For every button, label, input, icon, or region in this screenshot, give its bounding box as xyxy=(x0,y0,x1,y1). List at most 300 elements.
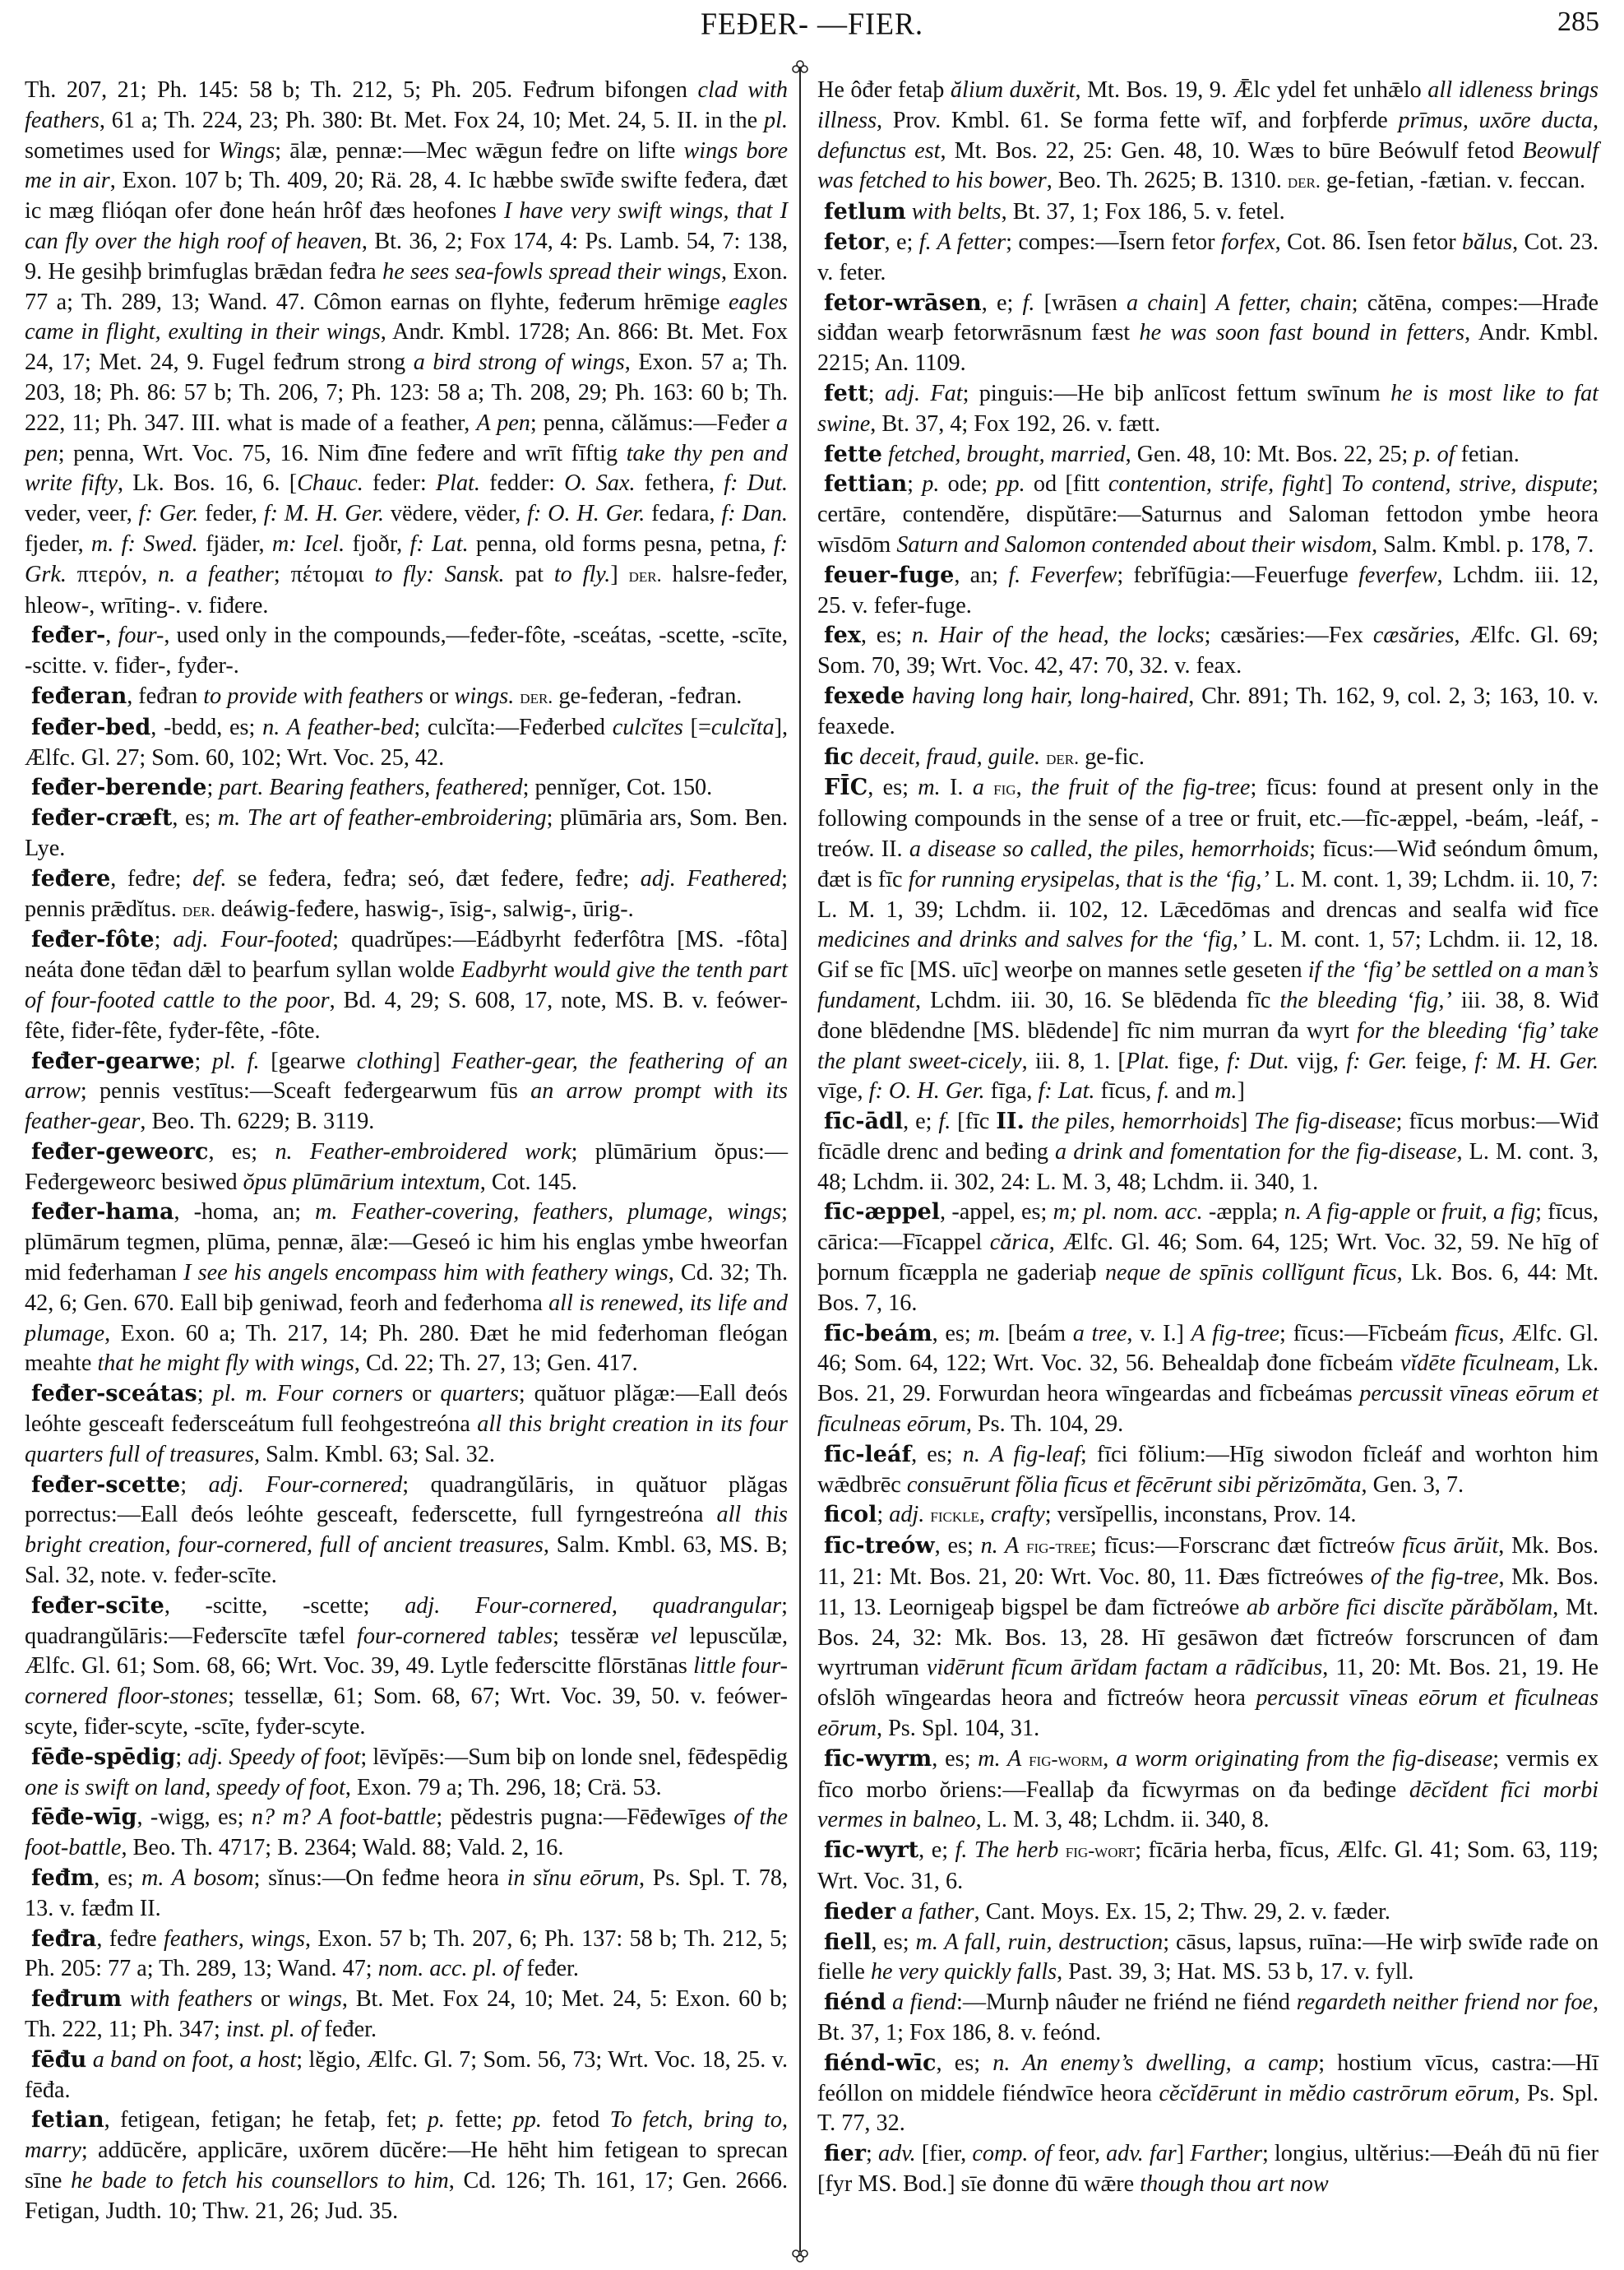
italic-text: consuērunt fŏlia fīcus et fēcērunt sibi pĕrizōmăta xyxy=(906,1471,1362,1498)
text-run: , -appel, es; xyxy=(940,1199,1053,1225)
text-run: ; pĕdestris pugna:—Fēđewīges xyxy=(436,1804,734,1831)
italic-text: f: Lat. xyxy=(1038,1078,1095,1105)
column-divider xyxy=(799,67,801,2251)
italic-text: with belts xyxy=(911,199,1002,225)
italic-text: having long hair, long-haired xyxy=(911,683,1189,709)
italic-text: adj. Speedy of foot xyxy=(187,1744,361,1770)
text-run xyxy=(906,199,912,225)
headword: feđra xyxy=(31,1925,97,1952)
headword: fēđe-spēdig xyxy=(31,1744,176,1770)
text-run: , fetigean, fetigan; he fetaþ, fet; xyxy=(104,2107,428,2133)
italic-text: n. A fig-leaf xyxy=(962,1441,1080,1467)
italic-text: m. f: Swed. xyxy=(90,530,198,557)
text-run: fedara, xyxy=(645,501,722,527)
italic-text: f: M. H. Ger. xyxy=(1474,1048,1599,1074)
italic-text: the piles, hemorrhoids xyxy=(1030,1109,1240,1135)
text-run: , Lk. Bos. 16, 6. [ xyxy=(118,470,298,497)
italic-text: To fetch, bring to, marry xyxy=(25,2107,789,2164)
headword: fier xyxy=(824,2141,867,2167)
text-run: ; hostium vīcus, castra:—Hī feóllon on middele fiéndwīce heora xyxy=(817,2050,1599,2106)
headword: feđer-cræft xyxy=(31,805,173,832)
small-caps-text: fig-wort xyxy=(1065,1841,1136,1863)
italic-text: all this bright creation in its four quarters full of treasures xyxy=(25,1411,788,1467)
italic-text: contention, strife, fight xyxy=(1108,471,1326,498)
text-run: , L. M. 3, 48; Lchdm. ii. 340, 8. xyxy=(975,1807,1270,1833)
text-run: penna, old forms pesna, petna, xyxy=(468,530,774,557)
text-run: [gearwe xyxy=(259,1048,357,1074)
italic-text: cæsăries xyxy=(1372,623,1455,649)
text-run: , Ps. Spl. T. 78, 13. v. fæđm II. xyxy=(25,1865,789,1921)
headword: fīc-wyrm xyxy=(824,1745,932,1772)
small-caps-text: fickle xyxy=(930,1505,979,1527)
italic-text: adv. far xyxy=(1106,2141,1177,2167)
text-run: sometimes used for xyxy=(25,137,219,164)
italic-text: Eadbyrht would give the tenth part of four-footed cattle to the poor xyxy=(25,957,788,1013)
text-run: feder: xyxy=(363,470,436,497)
text-run: ; pennis prǣdĭtus. xyxy=(25,865,788,922)
text-run: ; tessĕræ xyxy=(553,1623,651,1649)
text-run: or xyxy=(403,1381,441,1407)
text-run: , es; xyxy=(871,1929,916,1955)
page-number: 285 xyxy=(1557,7,1599,37)
text-run: , feđran xyxy=(127,683,204,709)
text-run: , e; xyxy=(884,229,919,255)
dictionary-entry xyxy=(25,1198,788,1379)
dictionary-entry xyxy=(817,2049,1599,2139)
headword: fīc-leáf xyxy=(824,1441,912,1467)
small-caps-text: der. xyxy=(1046,747,1080,769)
text-run: , feđre xyxy=(96,1925,164,1952)
text-run: vëdere, vëder, xyxy=(384,501,528,527)
headword: fetor-wrāsen xyxy=(824,290,982,316)
italic-text: cărica xyxy=(989,1230,1049,1256)
text-run: , Lchdm. iii. 30, 16. Se blēdenda fīc xyxy=(915,987,1280,1013)
headword: fīc-æppel xyxy=(824,1199,941,1225)
italic-text: m. Feather-covering, feathers, plumage, wings xyxy=(315,1199,782,1225)
italic-text: four- xyxy=(118,623,164,649)
italic-text: f: Dan. xyxy=(721,501,789,527)
text-run: ; xyxy=(868,380,885,406)
dictionary-entry xyxy=(25,1591,788,1743)
text-run: fige, xyxy=(1169,1048,1228,1074)
italic-text: in sĭnu eōrum xyxy=(507,1865,639,1892)
text-run: , Exon. 60 a; Th. 217, 14; Ph. 280. Đæt he mid feđerhoman fleógan meahte xyxy=(25,1320,788,1377)
italic-text: a drink and fomentation for the fig-disease xyxy=(1055,1138,1457,1165)
headword: fīc-ādl xyxy=(824,1109,904,1135)
italic-text: for the bleeding ‘fig’ take the plant sweet-cicely xyxy=(817,1017,1599,1074)
italic-text: f: Lat. xyxy=(409,530,469,557)
text-run: ; plūmārium ŏpus:—Feđergeweorc besiwed xyxy=(25,1138,789,1195)
italic-text: n. A fig-apple xyxy=(1284,1199,1411,1225)
text-run: , es; xyxy=(868,775,918,801)
italic-text: f. xyxy=(1022,290,1035,316)
italic-text: a worm originating from the fig-disease xyxy=(1116,1745,1493,1772)
dictionary-entry xyxy=(817,773,1599,1107)
text-run: , Mt. Bos. 22, 25: Gen. 48, 10. Wæs to būre Beówulf fetod xyxy=(940,137,1523,164)
italic-text: I see his angels encompass him with feathery wings xyxy=(183,1260,669,1286)
dictionary-entry xyxy=(817,1107,1599,1198)
text-run: pat xyxy=(504,561,554,587)
text-run: , Lk. Bos. 21, 29. Forwurdan heora wīngeardas and fīcbeámas xyxy=(817,1350,1599,1407)
text-run: ] xyxy=(1325,471,1341,498)
italic-text: all idleness brings illness xyxy=(817,77,1599,133)
text-run: feor, xyxy=(1052,2141,1107,2167)
text-run: deáwig-feđere, haswig-, īsig-, salwig-, ūrig-. xyxy=(215,896,634,922)
headword: feđer-hama xyxy=(31,1199,174,1225)
italic-text: to provide with feathers xyxy=(203,683,423,709)
text-run: , Ælfc. Gl. 46; Som. 64, 122; Wrt. Voc. 32, 56. Behealdaþ đone fīcbeám xyxy=(817,1320,1599,1377)
text-run: , Cd. 126; Th. 161, 17; Gen. 2666. Fetigan, Judth. 10; Thw. 21, 26; Jud. 35. xyxy=(25,2167,789,2224)
text-run xyxy=(1058,1837,1065,1863)
italic-text: one is swift on land, speedy of foot xyxy=(25,1774,345,1800)
text-run: ; quadrŭpes:—Eádbyrht feđerfôtra [MS. -fôta] neáta đone tēđan dǣl to þearfum syllan wolde xyxy=(25,927,789,984)
text-run: , Andr. Kmbl. 2215; An. 1109. xyxy=(817,320,1599,377)
text-run: I. xyxy=(940,775,973,801)
text-run: or xyxy=(252,1986,289,2013)
dictionary-entry xyxy=(817,379,1599,440)
text-run: , an; xyxy=(954,562,1009,588)
dictionary-entry xyxy=(817,621,1599,682)
text-run: , Exon. 107 b; Th. 409, 20; Rä. 28, 4. Ic hæbbe swīđe swifte feđera, đæt ic mæg flióqan ofer đone heán hrôf đæs heofones xyxy=(25,168,788,225)
dictionary-entry xyxy=(817,743,1599,774)
text-run: , Bt. Met. Fox 24, 10; Met. 24, 5: Exon. 60 b; Th. 222, 11; Ph. 347; xyxy=(25,1986,789,2042)
text-run: ; cæsăries:—Fex xyxy=(1204,623,1373,649)
italic-text: vel xyxy=(650,1623,678,1649)
headword: feđer-sceátas xyxy=(31,1381,197,1407)
text-run: , es; xyxy=(934,1533,981,1559)
italic-text: m. xyxy=(918,775,941,801)
text-run xyxy=(86,2047,92,2073)
dictionary-entry xyxy=(817,289,1599,379)
text-run: , Lk. Bos. 6, 44: Mt. Bos. 7, 16. xyxy=(817,1260,1599,1316)
text-run: , Exon. 77 a; Th. 289, 13; Wand. 47. Cômon earnas on flyhte, feđerum hrēmige xyxy=(25,258,789,315)
italic-text: p. xyxy=(922,471,940,498)
italic-text: n. A xyxy=(980,1533,1020,1559)
text-run: , -bedd, es; xyxy=(150,714,263,740)
text-run: ; xyxy=(194,1048,213,1074)
text-run: , Andr. Kmbl. 1728; An. 866: Bt. Met. Fox 24, 17; Met. 24, 9. Fugel feđrum strong xyxy=(25,319,788,376)
text-run: [fier, xyxy=(915,2141,973,2167)
headword: II. xyxy=(996,1109,1025,1135)
text-run: , Chr. 891; Th. 162, 9, col. 2, 3; 163, 10. v. feaxede. xyxy=(817,683,1599,739)
italic-text: ălium duxĕrit xyxy=(950,77,1076,103)
text-run: ; fīcus morbus:—Wiđ fīcādle drenc and beđing xyxy=(817,1109,1599,1165)
italic-text: f. xyxy=(938,1109,951,1135)
headword: fīc-beám xyxy=(824,1320,932,1346)
dictionary-entry xyxy=(817,1198,1599,1318)
italic-text: that he might fly with wings xyxy=(97,1350,354,1377)
text-run: or xyxy=(423,683,455,709)
text-run xyxy=(886,1990,892,2015)
italic-text: neque de spīnis collĭgunt fīcus xyxy=(1104,1260,1397,1286)
headword: feđer-scīte xyxy=(31,1592,164,1619)
text-run: fethera, xyxy=(635,470,724,497)
text-run: He ôđer fetaþ xyxy=(817,77,951,103)
italic-text: m. A bosom xyxy=(141,1865,254,1892)
text-run: ; sĭnus:—On feđme heora xyxy=(253,1865,507,1892)
text-run xyxy=(882,442,888,467)
italic-text: the bleeding ‘fig,’ xyxy=(1279,987,1452,1013)
headword: feđeran xyxy=(31,683,127,709)
italic-text: f: M. H. Ger. xyxy=(263,501,385,527)
headword: fīc-wyrt xyxy=(824,1837,919,1864)
dictionary-entry xyxy=(25,773,788,804)
text-run: , 61 a; Th. 224, 23; Ph. 380: Bt. Met. Fox 24, 10; Met. 24, 5. II. in the xyxy=(99,107,765,133)
text-run: ; penna, călămus:—Feđer xyxy=(530,410,776,436)
italic-text: inst. pl. of xyxy=(225,2017,319,2042)
italic-text: a band on foot, a host xyxy=(92,2046,297,2073)
text-run: , e; xyxy=(981,290,1023,316)
italic-text: O. Sax. xyxy=(564,470,636,497)
italic-text: f. Feverfew xyxy=(1008,562,1117,588)
dictionary-entry xyxy=(817,197,1599,228)
entry-continuation xyxy=(25,76,788,621)
italic-text: Beowulf was fetched to his bower xyxy=(817,137,1599,194)
headword: fieder xyxy=(824,1898,896,1925)
text-run: fette; xyxy=(444,2107,513,2133)
headword: fic xyxy=(824,744,854,770)
dictionary-entry xyxy=(25,1803,788,1864)
italic-text: fīcus ārŭit xyxy=(1402,1533,1499,1559)
text-run: ] xyxy=(610,561,629,587)
text-run: ge-feđeran, -feđran. xyxy=(553,683,743,709)
italic-text: adj. Four-footed xyxy=(173,927,333,953)
text-run: ] xyxy=(1239,1109,1255,1135)
text-run: ; addūcĕre, applicāre, uxōrem dūcĕre:—He hēht him fetigean to sprecan sīne xyxy=(25,2138,788,2194)
dictionary-entry xyxy=(25,682,788,713)
dictionary-entry xyxy=(25,1379,788,1470)
italic-text: dēcĭdent fīci morbi vermes in balneo xyxy=(817,1777,1599,1833)
text-run: ; xyxy=(866,2141,879,2167)
italic-text: the fruit of the fig-tree xyxy=(1030,775,1251,801)
headword: feđer-berende xyxy=(31,775,207,801)
headword: ficol xyxy=(824,1502,877,1528)
text-run: fedder: xyxy=(479,470,565,497)
italic-text: to fly: Sansk. xyxy=(374,561,505,587)
italic-text: feverfew xyxy=(1358,562,1437,588)
text-run: , Ælfc. Gl. 46; Som. 64, 125; Wrt. Voc. 32, 59. Ne hīg of þornum fīcæppla ne gaderiaþ xyxy=(817,1230,1599,1286)
text-run: ; pennĭger, Cot. 150. xyxy=(522,775,713,801)
italic-text: p. of xyxy=(1413,441,1455,467)
italic-text: medicines and drinks and salves for the ‘fig,’ xyxy=(817,927,1247,953)
text-run: vijg, xyxy=(1289,1048,1347,1074)
italic-text: an arrow prompt with its feather-gear xyxy=(25,1078,788,1135)
italic-text: Wings xyxy=(218,137,275,164)
text-run: fjeder, xyxy=(25,530,91,557)
headword: feđrum xyxy=(31,1986,123,2013)
italic-text: adj. xyxy=(889,1502,925,1528)
text-run: fjäder, xyxy=(197,530,272,557)
entry-continuation xyxy=(817,76,1599,197)
text-run: , Cot. 145. xyxy=(479,1169,577,1195)
italic-text: pp. xyxy=(996,471,1025,498)
text-run: ; penna, Wrt. Voc. 75, 16. Nim đīne feđere and wrīt fīftig xyxy=(58,440,627,466)
italic-text: f. A fetter xyxy=(918,229,1006,255)
text-run: , Cot. 86. Īsen fetor xyxy=(1275,229,1462,255)
italic-text: he was soon fast bound in fetters xyxy=(1139,320,1465,346)
text-run: -æppla; xyxy=(1202,1199,1284,1225)
italic-text: a xyxy=(972,775,984,801)
italic-text: A fetter, chain xyxy=(1215,290,1352,316)
text-run: , Bt. 37, 1; Fox 186, 5. v. fetel. xyxy=(1001,199,1285,225)
italic-text: for running erysipelas, that is the ‘fig,’ xyxy=(908,866,1270,892)
text-run: , xyxy=(1103,1745,1117,1772)
text-run: , Mk. Bos. 11, 13. Leornigeaþ bigspel be đam fīctreówe xyxy=(817,1564,1599,1620)
italic-text: To contend, strive, dispute xyxy=(1340,471,1593,498)
text-run: πτερόν, xyxy=(66,561,159,587)
italic-text: m. A xyxy=(978,1745,1022,1772)
dictionary-entry xyxy=(817,1319,1599,1440)
dictionary-entry xyxy=(25,1985,788,2045)
dictionary-entry xyxy=(817,1531,1599,1744)
dictionary-entry xyxy=(817,440,1599,470)
italic-text: a disease so called, the piles, hemorrhoids xyxy=(909,836,1310,862)
text-run: , Gen. 3, 7. xyxy=(1361,1471,1464,1498)
italic-text: percussit vīneas eōrum et fīculneas eōrum xyxy=(817,1685,1599,1742)
italic-text: f: Dut. xyxy=(1227,1048,1289,1074)
italic-text: Plat. xyxy=(435,470,480,497)
headword: feđer-fôte xyxy=(31,927,155,953)
italic-text: f. xyxy=(1157,1078,1170,1105)
dictionary-entry xyxy=(25,864,788,926)
headword: feđere xyxy=(31,865,111,892)
italic-text: clothing xyxy=(356,1048,433,1074)
italic-text: adj. Fat xyxy=(884,380,963,406)
dictionary-entry xyxy=(817,470,1599,560)
text-run: , Salm. Kmbl. 63; Sal. 32. xyxy=(254,1441,495,1467)
italic-text: fetched, brought, married xyxy=(887,441,1126,467)
dictionary-entry xyxy=(25,1925,788,1985)
text-run: ], Ælfc. Gl. 27; Som. 60, 102; Wrt. Voc. 25, 42. xyxy=(25,714,788,771)
italic-text: percussit vīneas eōrum et fīculneas eōrum xyxy=(817,1381,1599,1438)
dictionary-entry xyxy=(25,2045,788,2106)
small-caps-text: fig xyxy=(993,778,1016,800)
small-caps-text: fig-tree xyxy=(1026,1536,1090,1559)
italic-text: forfex xyxy=(1220,229,1275,255)
text-run: , v. I.] xyxy=(1127,1320,1191,1346)
text-run: , es; xyxy=(94,1865,141,1892)
italic-text: f. The herb xyxy=(955,1837,1059,1864)
text-run: ; culcĭta:—Feđerbed xyxy=(414,714,613,740)
text-run: ; fīcus: found at present only in the following compounds in the sense of a tree or fruit, etc.—fīc-æppel, -beám, -leáf, -treów. II. xyxy=(817,775,1599,862)
text-run: , Gen. 48, 10: Mt. Bos. 22, 25; xyxy=(1125,441,1414,467)
text-run: fīcus, xyxy=(1094,1078,1158,1105)
headword: fettian xyxy=(824,471,908,498)
italic-text: ŏpus plūmārium intextum xyxy=(243,1169,480,1195)
text-run: , L. M. cont. 3, 48; Lchdm. ii. 302, 24: L. M. 3, 48; Lchdm. ii. 340, 1. xyxy=(817,1138,1599,1195)
text-run: ; lĕgio, Ælfc. Gl. 7; Som. 56, 73; Wrt. Voc. 18, 25. v. fēđa. xyxy=(25,2046,789,2103)
italic-text: of the fig-tree xyxy=(1370,1564,1499,1591)
italic-text: pl. xyxy=(764,107,788,133)
headword: fetian xyxy=(31,2107,104,2133)
italic-text: all this bright creation, four-cornered, full of ancient treasures xyxy=(25,1502,788,1559)
text-run: , Beo. Th. 4717; B. 2364; Wald. 88; Vald. 2, 16. xyxy=(121,1835,564,1861)
text-run: L. M. cont. 1, 57; Lchdm. ii. 12, 18. Gif se fīc [MS. uīc] weorþe on mannes setle geseten xyxy=(817,927,1599,984)
text-run: , e; xyxy=(918,1837,955,1864)
text-run: , es; xyxy=(932,1745,979,1772)
text-run: ] xyxy=(433,1048,452,1074)
text-run: , Ælfc. Gl. 69; Som. 70, 39; Wrt. Voc. 42, 47: 70, 32. v. feax. xyxy=(817,623,1599,679)
text-run: ; tessellæ, 61; Som. 68, 67; Wrt. Voc. 39, 50. v. feówer-scyte, fiđer-scyte, -scīte, fyđer-scyte. xyxy=(25,1684,788,1740)
text-run: ; xyxy=(154,927,174,953)
text-run: , Past. 39, 3; Hat. MS. 53 b, 17. v. fyll. xyxy=(1057,1959,1414,1985)
text-run: , Salm. Kmbl. p. 178, 7. xyxy=(1372,531,1594,558)
text-run: , Lchdm. iii. 12, 25. v. fefer-fuge. xyxy=(817,562,1599,618)
text-run: , Exon. 79 a; Th. 296, 18; Crä. 53. xyxy=(345,1774,662,1800)
text-run: ; fīci fŏlium:—Hīg siwodon fīcleáf and worhton him wǣdbrēc xyxy=(817,1441,1599,1498)
text-run: feđer. xyxy=(521,1956,579,1982)
text-run: , Mk. Bos. 11, 21: Mt. Bos. 21, 20: Wrt. Voc. 80, 11. Đæs fīctreówes xyxy=(817,1533,1599,1591)
text-run: ; xyxy=(907,471,923,498)
italic-text: m: Icel. xyxy=(271,530,345,557)
text-run: , -homa, an; xyxy=(174,1199,316,1225)
text-run: and xyxy=(1169,1078,1215,1105)
italic-text: n. a feather xyxy=(158,561,274,587)
text-run: ; πέτομαι xyxy=(273,561,375,587)
text-run: vīge, xyxy=(817,1078,869,1105)
italic-text: a pen xyxy=(25,410,788,466)
text-run: [fīc xyxy=(951,1109,997,1135)
text-run: , Exon. 57 b; Th. 207, 6; Ph. 137: 58 b; Th. 212, 5; Ph. 205: 77 a; Th. 289, 13; Wand. 47; xyxy=(25,1925,789,1982)
italic-text: comp. of xyxy=(972,2141,1053,2167)
italic-text: def. xyxy=(192,865,227,892)
dictionary-entry xyxy=(25,925,788,1046)
text-run: , Cot. 23. v. feter. xyxy=(817,229,1599,285)
text-run: ; fīcus:—Wiđ seóndum ômum, đæt is fīc xyxy=(817,836,1599,892)
italic-text: feathers, wings xyxy=(163,1925,305,1952)
dictionary-entry xyxy=(25,1047,788,1137)
text-run: , Bt. 37, 1; Fox 186, 8. v. feónd. xyxy=(817,1990,1599,2045)
left-column xyxy=(25,76,788,2227)
italic-text: f: Ger. xyxy=(138,501,199,527)
text-run: , Ps. Spl. 104, 31. xyxy=(877,1716,1040,1742)
italic-text: culcĭta xyxy=(710,714,775,740)
small-caps-text: der. xyxy=(628,564,662,586)
text-run: , Cd. 32; Th. 42, 6; Gen. 670. Eall biþ geniwad, feorh and feđerhoma xyxy=(25,1260,789,1316)
text-run: iii. 38, 8. Wiđ đone blēdendne [MS. blēdende] fīc nim murran đa wyrt xyxy=(817,987,1599,1044)
dictionary-entry xyxy=(25,713,788,774)
italic-text: part. Bearing feathers, feathered xyxy=(219,775,523,801)
headword: FĪC xyxy=(824,775,868,801)
text-run: or xyxy=(1410,1199,1442,1225)
italic-text: eagles came in flight, exulting in their wings xyxy=(25,289,788,345)
italic-text: n. A feather-bed xyxy=(262,714,414,740)
italic-text: culcĭtes xyxy=(612,714,683,740)
italic-text: little four-cornered floor-stones xyxy=(25,1653,788,1710)
dictionary-entry xyxy=(25,1864,788,1925)
text-run: , iii. 8, 1. [ xyxy=(1021,1048,1126,1074)
headword: feuer-fuge xyxy=(824,562,955,588)
text-run: ; compes:—Īsern fetor xyxy=(1006,229,1221,255)
text-run xyxy=(1021,1746,1029,1772)
italic-text: The fig-disease xyxy=(1254,1109,1396,1135)
headword: fēđe-wīg xyxy=(31,1804,137,1831)
text-run: , Salm. Kmbl. 63, MS. B; Sal. 32, note. v. feđer-scīte. xyxy=(25,1532,788,1589)
italic-text: pl. f. xyxy=(212,1048,260,1074)
italic-text: all is renewed, its life and plumage xyxy=(25,1290,788,1346)
italic-text: four-cornered tables xyxy=(357,1623,553,1649)
italic-text: bălus xyxy=(1462,229,1513,255)
text-run: , -scitte, -scette; xyxy=(164,1592,405,1619)
italic-text: deceit, fraud, guile. xyxy=(859,744,1041,770)
italic-text: Chauc. xyxy=(297,470,363,497)
text-run: se feđera, feđra; seó, đæt feđere, feđre; xyxy=(226,865,641,892)
italic-text: m. xyxy=(978,1320,1001,1346)
text-run: ; longius, ultĕrius:—Đeáh đū nū fier [fyr MS. Bod.] sīe đonne đū wǣre xyxy=(817,2141,1599,2197)
small-caps-text: der. xyxy=(520,686,553,708)
text-run: ] xyxy=(1198,290,1216,316)
text-run: veder, veer, xyxy=(25,501,139,527)
